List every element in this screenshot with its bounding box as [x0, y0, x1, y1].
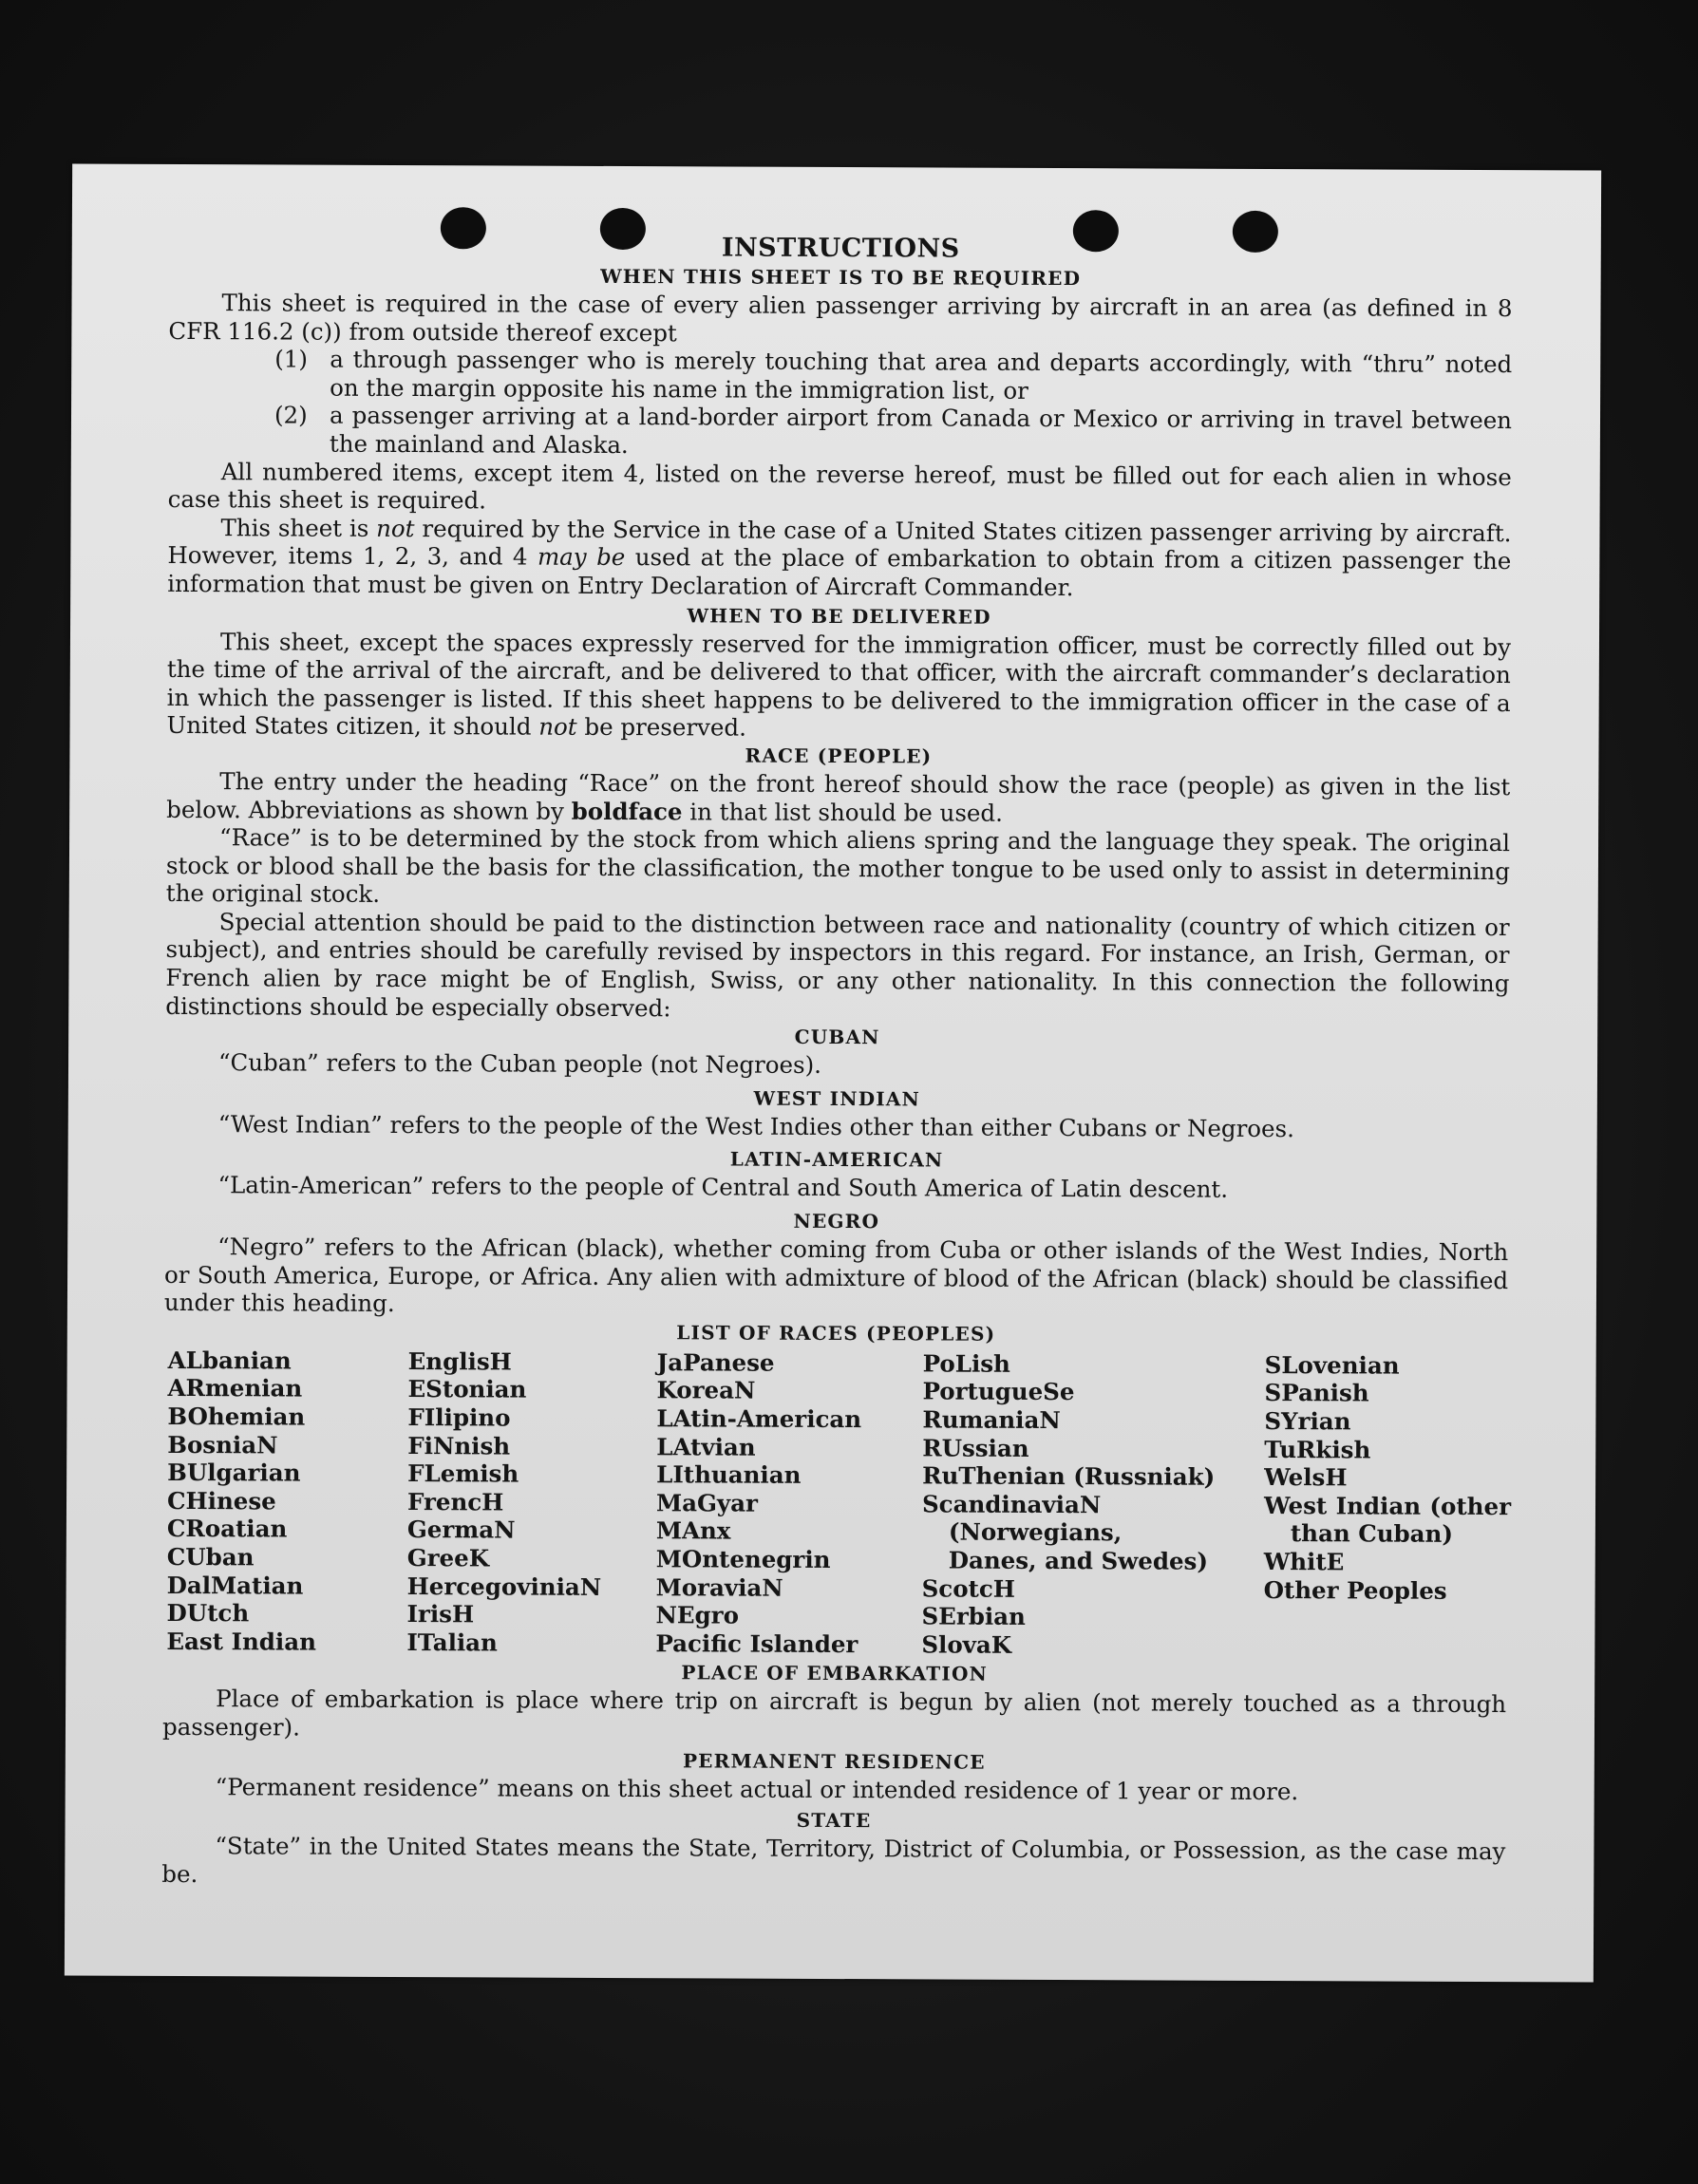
race-entry: ALbanian	[167, 1346, 292, 1375]
paragraph: This sheet is required in the case of every alien passenger arriving by aircraft in an area (as defined in 8 CFR 116.2 (c)) from outside thereof except	[168, 289, 1513, 347]
paragraph: “Race” is to be determined by the stock from which aliens spring and the language they speak. The original stock or blood shall be the basis for the classification, the mother tongue to be used only to assist in determining the original stock.	[165, 823, 1511, 909]
race-entry: SErbian	[921, 1602, 1026, 1631]
paragraph: “Negro” refers to the African (black), whether coming from Cuba or other islands of the West Indies, North or South America, Europe, or Africa. Any alien with admixture of blood of the African (black) should be classified under this heading.	[163, 1233, 1509, 1318]
paragraph: This sheet is not required by the Service in the case of a United States citizen passenger arriving by aircraft. However, items 1, 2, 3, and 4 may be used at the place of embarkation to obtain from a citizen passenger the information that must be given on Entry Declaration of Aircraft Commander.	[167, 513, 1512, 602]
race-entry: HercegoviniaN	[406, 1572, 602, 1601]
race-entry: CHinese	[166, 1486, 276, 1516]
race-entry: KoreaN	[656, 1376, 756, 1405]
section-heading: CUBAN	[794, 1026, 880, 1049]
race-entry: FLemish	[407, 1459, 519, 1488]
page-title: INSTRUCTIONS	[721, 233, 960, 264]
race-entry: PortugueSe	[922, 1377, 1075, 1406]
paragraph: “West Indian” refers to the people of the West Indies other than either Cubans or Negroes.	[217, 1110, 1295, 1142]
race-entry: MOntenegrin	[655, 1545, 831, 1573]
race-entry: FrencH	[406, 1487, 504, 1516]
race-entry: ARmenian	[167, 1374, 303, 1403]
list-item	[274, 402, 1512, 463]
races-column	[655, 1348, 922, 1659]
section-heading: NEGRO	[793, 1209, 880, 1233]
race-entry: ScotcH	[921, 1573, 1016, 1603]
races-column	[166, 1346, 407, 1657]
race-entry: ITalian	[406, 1628, 498, 1657]
race-entry: BUlgarian	[167, 1459, 301, 1487]
document-page	[65, 163, 1601, 1982]
race-entry: MoraviaN	[655, 1572, 783, 1602]
section-heading: WHEN TO BE DELIVERED	[687, 603, 991, 629]
paragraph: The entry under the heading “Race” on the front hereof should show the race (people) as given in the list below. Abbreviations as shown by boldface in that list should be used.	[166, 767, 1511, 827]
race-entry: BosniaN	[167, 1430, 278, 1459]
section-heading: LIST OF RACES (PEOPLES)	[676, 1321, 996, 1346]
item-number: (1)	[274, 345, 309, 373]
race-entry: West Indian (other than Cuban)	[1263, 1491, 1512, 1549]
races-list	[166, 1346, 1512, 1662]
item-text: a passenger arriving at a land-border airport from Canada or Mexico or arriving in travel between the mainland and Alaska.	[329, 402, 1513, 460]
section-heading: RACE (PEOPLE)	[745, 744, 933, 768]
race-entry: LAtin-American	[656, 1404, 862, 1434]
race-entry: SlovaK	[921, 1630, 1012, 1659]
race-entry: LAtvian	[656, 1432, 756, 1461]
race-entry: LIthuanian	[656, 1460, 802, 1490]
race-entry: TuRkish	[1264, 1435, 1371, 1464]
paragraph: “Permanent residence” means on this sheet actual or intended residence of 1 year or more.	[215, 1772, 1299, 1805]
race-entry: DalMatian	[166, 1571, 304, 1600]
instructions-text	[161, 231, 1513, 1893]
race-entry: JaPanese	[656, 1348, 775, 1377]
races-column	[406, 1347, 656, 1658]
race-entry: RumaniaN	[922, 1405, 1061, 1435]
race-entry: PoLish	[922, 1349, 1010, 1378]
race-entry: CRoatian	[166, 1515, 288, 1543]
race-entry: WelsH	[1264, 1463, 1348, 1492]
item-text: a through passenger who is merely touching that area and departs accordingly, with “thru” noted on the margin opposite his name in the immigration list, or	[330, 345, 1513, 405]
race-entry: CUban	[166, 1542, 255, 1572]
race-entry: EStonian	[407, 1375, 527, 1404]
race-entry: DUtch	[166, 1599, 250, 1628]
item-number: (2)	[274, 401, 308, 429]
race-entry: RUssian	[922, 1434, 1029, 1462]
races-column	[1263, 1351, 1511, 1662]
race-entry: SPanish	[1264, 1379, 1369, 1407]
race-entry: RuThenian (Russniak)	[922, 1461, 1216, 1491]
paragraph: Special attention should be paid to the distinction between race and nationality (country of which citizen or subject), and entries should be carefully revised by inspectors in this regard. For instance, an Irish, German, or French alien by race might be of English, Swiss, or any other nationality. In this connection the following distinctions should be especially observed:	[165, 908, 1510, 1022]
race-entry: WhitE	[1263, 1547, 1345, 1576]
paragraph: Place of embarkation is place where trip on aircraft is begun by alien (not merely touched as a through passenger).	[161, 1685, 1507, 1742]
section-heading: LATIN-AMERICAN	[729, 1147, 944, 1172]
section-heading: PERMANENT RESIDENCE	[682, 1748, 986, 1774]
races-column	[921, 1349, 1264, 1660]
section-heading: PLACE OF EMBARKATION	[681, 1661, 989, 1686]
race-entry: GermaN	[406, 1516, 516, 1544]
paragraph: All numbered items, except item 4, listed on the reverse hereof, must be filled out for each alien in whose case this sheet is required.	[167, 457, 1512, 515]
paragraph: “State” in the United States means the State, Territory, District of Columbia, or Possession, as the case may be.	[161, 1832, 1506, 1888]
race-entry: MaGyar	[655, 1488, 759, 1517]
section-heading: WHEN THIS SHEET IS TO BE REQUIRED	[600, 264, 1082, 291]
section-heading: STATE	[796, 1808, 872, 1833]
race-entry: GreeK	[406, 1544, 490, 1572]
race-entry: SLovenian	[1264, 1350, 1400, 1380]
race-entry: Other Peoples	[1263, 1575, 1447, 1605]
race-entry: IrisH	[406, 1600, 475, 1629]
race-entry: Pacific Islander	[655, 1629, 858, 1658]
paragraph: “Latin-American” refers to the people of Central and South America of Latin descent.	[217, 1171, 1229, 1204]
section-heading: WEST INDIAN	[753, 1086, 921, 1111]
paragraph: “Cuban” refers to the Cuban people (not Negroes).	[217, 1048, 822, 1080]
race-entry: East Indian	[166, 1627, 317, 1656]
race-entry: NEgro	[655, 1601, 740, 1629]
paragraph: This sheet, except the spaces expressly reserved for the immigration officer, must be correctly filled out by the time of the arrival of the aircraft, and be delivered to that officer, with the aircraft commander’s declaration in which the passenger is listed. If this sheet happens to be delivered to the immigration officer in the case of a United States citizen, it should not be preserved.	[166, 627, 1512, 742]
race-entry: BOhemian	[167, 1402, 306, 1431]
race-entry: EnglisH	[407, 1346, 512, 1376]
race-entry: MAnx	[655, 1516, 731, 1545]
race-entry: FIlipino	[407, 1403, 511, 1432]
race-entry: ScandinaviaN (Norwegians, Danes, and Swedes)	[921, 1490, 1209, 1575]
race-entry: SYrian	[1264, 1406, 1351, 1436]
list-item	[274, 346, 1512, 407]
race-entry: FiNnish	[407, 1431, 511, 1460]
